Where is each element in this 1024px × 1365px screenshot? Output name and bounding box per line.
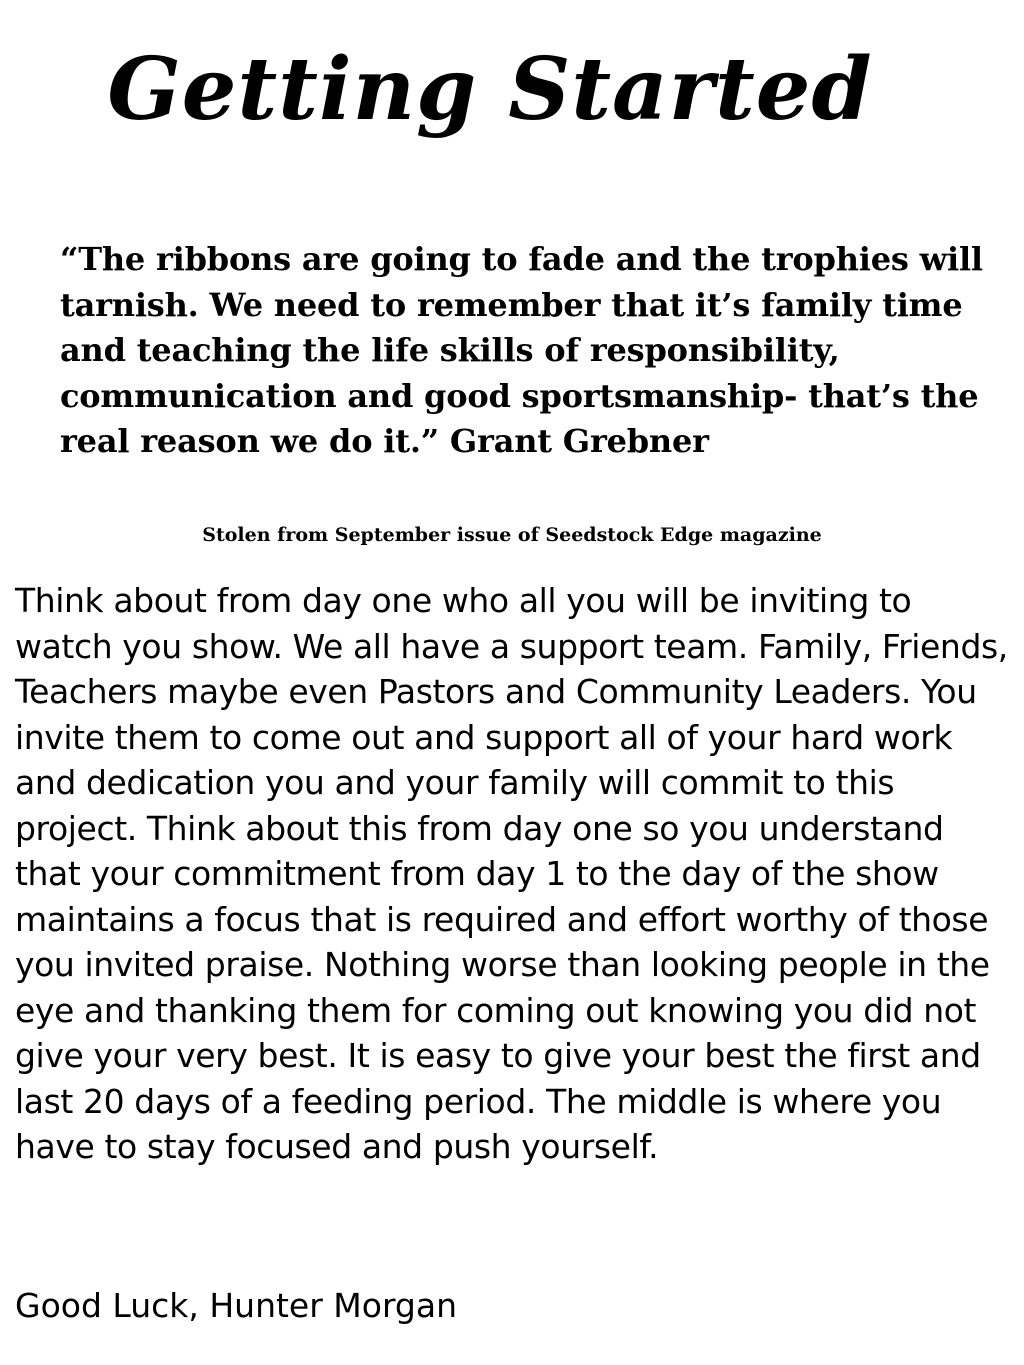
signoff: Good Luck, Hunter Morgan — [15, 1286, 458, 1325]
page-title: Getting Started — [107, 39, 873, 140]
quote-text: “The ribbons are going to fade and the trophies will tarnish. We need to remember that it’s family time and teaching the life skills of responsibility, communication and good sportsmanship- that’s the real reason we do it.” Grant Grebner — [60, 240, 983, 460]
quote-source-credit: Stolen from September issue of Seedstock Edge magazine — [202, 524, 822, 546]
body-paragraph: Think about from day one who all you will be inviting to watch you show. We all have a support team. Family, Friends, Teachers maybe even Pastors and Community Leaders. You invite them to come out and support all of your hard work and dedication you and your family will commit to this project. Think about this from day one so you understand that your commitment from day 1 to the day of the show maintains a focus that is required and effort worthy of those you invited praise. Nothing worse than looking people in the eye and thanking them for coming out knowing you did not give your very best. It is easy to give your best the first and last 20 days of a feeding period. The middle is where you have to stay focused and push yourself. — [15, 581, 1008, 1166]
